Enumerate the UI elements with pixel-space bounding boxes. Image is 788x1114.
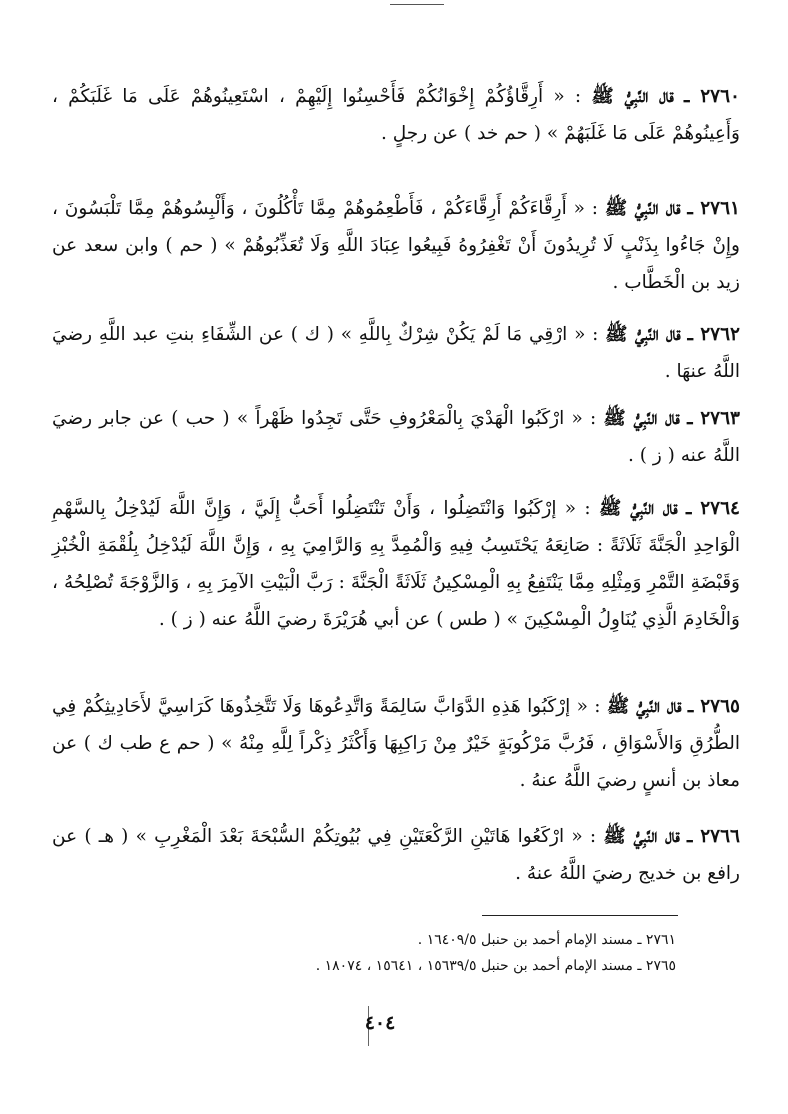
hadith-2765 <box>52 688 740 799</box>
hadith-text: : « إرْكَبُوا وَانْتَضِلُوا ، وَأَنْ تَنْتَضِلُوا أَحَبُّ إِلَيَّ ، وَإِنَّ اللَّهَ لَيُدْخِلُ بِالسَّهْمِ الْوَاحِدِ الْجَنَّةَ ثَلَاثَةً : صَانِعَهُ يَحْتَسِبُ فِيهِ وَالْمُمِدَّ بِهِ وَالرَّامِيَ بِهِ ، وَإِنَّ اللَّهَ لَيُدْخِلُ بِلُقْمَةِ الْخُبْزِ وَقَبْضَةِ التَّمْرِ وَمِثْلِهِ مِمَّا يَنْتَفِعُ بِهِ الْمِسْكِينُ ثَلَاثَةً الْجَنَّةَ : رَبَّ الْبَيْتِ الآمِرَ بِهِ ، وَالزَّوْجَةَ تُصْلِحُهُ ، وَالْخَادِمَ الَّذِي يُنَاوِلُ الْمِسْكِينَ » ( طس ) عن أبي هُرَيْرَةَ رضيَ اللَّهُ عنه ( ز ) . <box>52 498 740 630</box>
hadith-text: : « ارْقِي مَا لَمْ يَكُنْ شِرْكٌ بِاللَّهِ » ( ك ) عن الشِّفَاءِ بنتِ عبد اللَّهِ رضيَ اللَّهُ عنهَا . <box>52 324 740 382</box>
hadith-text: : « أَرِقَّاءَكُمْ أَرِقَّاءَكُمْ ، فَأَطْعِمُوهُمْ مِمَّا تَأْكُلُونَ ، وَأَلْبِسُوهُمْ مِمَّا تَلْبَسُونَ ، وإِنْ جَاءُوا بِذَنْبٍ لَا تُرِيدُونَ أَنْ تَغْفِرُوهُ فَبِيعُوا عِبَادَ اللَّهِ وَلَا تُعَذِّبُوهُمْ » ( حم ) وابن سعد عن زيد بن الْخَطَّاب . <box>52 198 740 293</box>
hadith-sayer: قال النَّبِيُّ ﷺ <box>598 498 678 519</box>
hadith-number: ٢٧٦٢ ـ <box>687 324 740 345</box>
hadith-sayer: قال النَّبِيُّ ﷺ <box>605 324 681 345</box>
hadith-2762 <box>52 316 740 390</box>
top-rule <box>390 4 444 5</box>
hadith-number: ٢٧٦٦ ـ <box>687 826 740 847</box>
hadith-sayer: قال النَّبِيُّ ﷺ <box>606 696 682 717</box>
footnote-2765: ٢٧٦٥ ـ مسند الإمام أحمد بن حنبل ١٥٦٣٩/٥ ، ١٥٦٤١ ، ١٨٠٧٤ . <box>315 958 676 974</box>
hadith-2761 <box>52 190 740 301</box>
hadith-sayer: قال النَّبِيُّ ﷺ <box>603 408 680 429</box>
hadith-text: : « ارْكَبُوا الْهَدْيَ بِالْمَعْرُوفِ حَتَّى تَجِدُوا ظَهْراً » ( حب ) عن جابر رضيَ اللَّهُ عنه ( ز ) . <box>52 408 740 466</box>
hadith-text: : « ارْكَعُوا هَاتَيْنِ الرَّكْعَتَيْنِ فِي بُيُوتِكُمْ السُّبْحَةَ بَعْدَ الْمَغْرِبِ » ( هـ ) عن رافع بن خديج رضيَ اللَّهُ عنهُ . <box>52 826 740 884</box>
hadith-2764 <box>52 490 740 638</box>
hadith-2760 <box>52 78 740 152</box>
hadith-number: ٢٧٦٥ ـ <box>687 696 740 717</box>
page-number: ٤٠٤ <box>364 1012 396 1034</box>
footnote-rule <box>482 915 678 916</box>
hadith-text: : « إرْكَبُوا هَذِهِ الدَّوَابَّ سَالِمَةً وَاتَّدِعُوهَا وَلَا تَتَّخِذُوهَا كَرَاسِيَّ لأَحَادِيثِكُمْ فِي الطُّرُقِ وَالأَسْوَاقِ ، فَرُبَّ مَرْكُوبَةٍ خَيْرٌ مِنْ رَاكِبِهَا وَأَكْثَرُ ذِكْراً لِلَّهِ مِنْهُ » ( حم ع طب ك ) عن معاذ بن أنسٍ رضيَ اللَّهُ عنهُ . <box>52 696 740 791</box>
hadith-sayer: قال النَّبِيُّ ﷺ <box>604 198 681 219</box>
hadith-sayer: قال النَّبِيُّ ﷺ <box>603 826 680 847</box>
hadith-number: ٢٧٦٣ ـ <box>687 408 740 429</box>
hadith-2766 <box>52 818 740 892</box>
hadith-number: ٢٧٦١ ـ <box>687 198 740 219</box>
hadith-number: ٢٧٦٤ ـ <box>685 498 740 519</box>
footnote-2761: ٢٧٦١ ـ مسند الإمام أحمد بن حنبل ١٦٤٠٩/٥ . <box>417 932 676 948</box>
hadith-2763 <box>52 400 740 474</box>
hadith-sayer: قال النَّبِيُّ ﷺ <box>591 86 674 107</box>
hadith-number: ٢٧٦٠ ـ <box>684 86 740 107</box>
hadith-text: : « أَرِقَّاؤُكُمْ إِخْوَانُكُمْ فَأَحْسِنُوا إِلَيْهِمْ ، اسْتَعِينُوهُمْ عَلَى مَا غَلَبَكُمْ ، وَأَعِينُوهُمْ عَلَى مَا غَلَبَهُمْ » ( حم خد ) عن رجلٍ . <box>52 86 740 144</box>
